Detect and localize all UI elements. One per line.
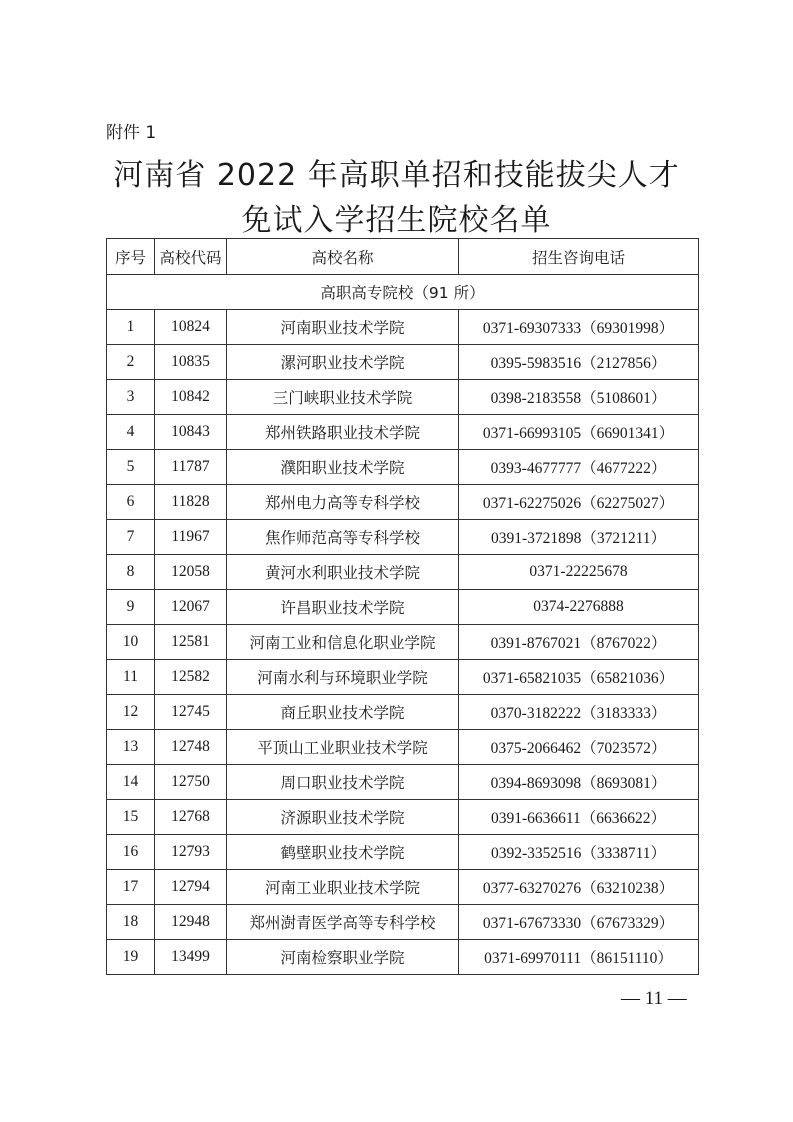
table-row xyxy=(107,590,699,625)
school-code: 12582 xyxy=(155,660,227,695)
row-number: 5 xyxy=(107,450,155,485)
school-code: 10842 xyxy=(155,380,227,415)
table-row xyxy=(107,450,699,485)
table-row xyxy=(107,380,699,415)
row-number: 11 xyxy=(107,660,155,695)
document-title-line-2: 免试入学招生院校名单 xyxy=(241,203,552,238)
school-name: 三门峡职业技术学院 xyxy=(227,380,459,415)
row-number: 4 xyxy=(107,415,155,450)
row-number: 3 xyxy=(107,380,155,415)
column-header-name: 高校名称 xyxy=(227,239,459,275)
school-code: 10824 xyxy=(155,310,227,345)
school-name: 河南职业技术学院 xyxy=(227,310,459,345)
table-row xyxy=(107,905,699,940)
school-name: 漯河职业技术学院 xyxy=(227,345,459,380)
school-name: 黄河水利职业技术学院 xyxy=(227,555,459,590)
contact-phone: 0395-5983516（2127856） xyxy=(459,345,699,380)
school-name: 平顶山工业职业技术学院 xyxy=(227,730,459,765)
table-row xyxy=(107,730,699,765)
table-row xyxy=(107,485,699,520)
contact-phone: 0374-2276888 xyxy=(459,590,699,625)
school-name: 周口职业技术学院 xyxy=(227,765,459,800)
row-number: 8 xyxy=(107,555,155,590)
table-row xyxy=(107,695,699,730)
contact-phone: 0394-8693098（8693081） xyxy=(459,765,699,800)
school-code: 12750 xyxy=(155,765,227,800)
row-number: 12 xyxy=(107,695,155,730)
attachment-label: 附件 1 xyxy=(106,123,157,143)
contact-phone: 0371-65821035（65821036） xyxy=(459,660,699,695)
row-number: 16 xyxy=(107,835,155,870)
contact-phone: 0370-3182222（3183333） xyxy=(459,695,699,730)
row-number: 15 xyxy=(107,800,155,835)
school-name: 郑州铁路职业技术学院 xyxy=(227,415,459,450)
school-name: 濮阳职业技术学院 xyxy=(227,450,459,485)
school-name: 郑州澍青医学高等专科学校 xyxy=(227,905,459,940)
school-code: 10835 xyxy=(155,345,227,380)
contact-phone: 0391-8767021（8767022） xyxy=(459,625,699,660)
school-name: 商丘职业技术学院 xyxy=(227,695,459,730)
school-name: 济源职业技术学院 xyxy=(227,800,459,835)
school-name: 河南检察职业学院 xyxy=(227,940,459,975)
row-number: 6 xyxy=(107,485,155,520)
contact-phone: 0393-4677777（4677222） xyxy=(459,450,699,485)
page-number: — 11 — xyxy=(621,988,687,1009)
table-row xyxy=(107,800,699,835)
table-row xyxy=(107,660,699,695)
school-name: 河南工业和信息化职业学院 xyxy=(227,625,459,660)
school-code: 10843 xyxy=(155,415,227,450)
row-number: 14 xyxy=(107,765,155,800)
contact-phone: 0391-6636611（6636622） xyxy=(459,800,699,835)
school-code: 12748 xyxy=(155,730,227,765)
table-row xyxy=(107,625,699,660)
row-number: 7 xyxy=(107,520,155,555)
school-name: 河南工业职业技术学院 xyxy=(227,870,459,905)
column-header-phone: 招生咨询电话 xyxy=(459,239,699,275)
school-code: 11828 xyxy=(155,485,227,520)
table-row xyxy=(107,345,699,380)
school-code: 12948 xyxy=(155,905,227,940)
contact-phone: 0371-67673330（67673329） xyxy=(459,905,699,940)
school-code: 11967 xyxy=(155,520,227,555)
table-row xyxy=(107,415,699,450)
contact-phone: 0371-62275026（62275027） xyxy=(459,485,699,520)
table-row xyxy=(107,520,699,555)
row-number: 13 xyxy=(107,730,155,765)
table-row xyxy=(107,765,699,800)
row-number: 19 xyxy=(107,940,155,975)
table-header-row xyxy=(107,239,699,275)
contact-phone: 0375-2066462（7023572） xyxy=(459,730,699,765)
column-header-code: 高校代码 xyxy=(155,239,227,275)
row-number: 17 xyxy=(107,870,155,905)
school-code: 13499 xyxy=(155,940,227,975)
school-code: 12768 xyxy=(155,800,227,835)
table-row xyxy=(107,555,699,590)
document-title-line-1: 河南省 2022 年高职单招和技能拔尖人才 xyxy=(113,158,680,193)
table-row xyxy=(107,835,699,870)
row-number: 18 xyxy=(107,905,155,940)
table-row xyxy=(107,940,699,975)
row-number: 2 xyxy=(107,345,155,380)
contact-phone: 0391-3721898（3721211） xyxy=(459,520,699,555)
contact-phone: 0371-69307333（69301998） xyxy=(459,310,699,345)
row-number: 10 xyxy=(107,625,155,660)
section-row xyxy=(107,275,699,310)
school-code: 11787 xyxy=(155,450,227,485)
section-label: 高职高专院校（91 所） xyxy=(107,275,699,310)
school-name: 河南水利与环境职业学院 xyxy=(227,660,459,695)
school-name: 郑州电力高等专科学校 xyxy=(227,485,459,520)
school-code: 12058 xyxy=(155,555,227,590)
column-header-number: 序号 xyxy=(107,239,155,275)
contact-phone: 0398-2183558（5108601） xyxy=(459,380,699,415)
contact-phone: 0371-69970111（86151110） xyxy=(459,940,699,975)
school-code: 12794 xyxy=(155,870,227,905)
contact-phone: 0371-22225678 xyxy=(459,555,699,590)
contact-phone: 0377-63270276（63210238） xyxy=(459,870,699,905)
contact-phone: 0392-3352516（3338711） xyxy=(459,835,699,870)
row-number: 1 xyxy=(107,310,155,345)
row-number: 9 xyxy=(107,590,155,625)
school-list-table xyxy=(106,238,699,975)
school-name: 鹤壁职业技术学院 xyxy=(227,835,459,870)
table-row xyxy=(107,310,699,345)
school-code: 12745 xyxy=(155,695,227,730)
table-row xyxy=(107,870,699,905)
school-code: 12581 xyxy=(155,625,227,660)
school-code: 12793 xyxy=(155,835,227,870)
school-code: 12067 xyxy=(155,590,227,625)
contact-phone: 0371-66993105（66901341） xyxy=(459,415,699,450)
school-name: 焦作师范高等专科学校 xyxy=(227,520,459,555)
school-name: 许昌职业技术学院 xyxy=(227,590,459,625)
